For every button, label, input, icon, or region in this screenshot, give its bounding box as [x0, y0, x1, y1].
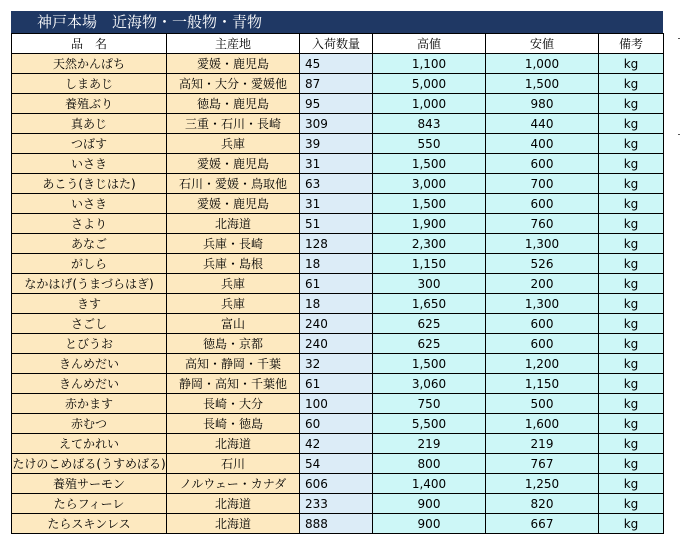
cell-quantity: 63 [300, 174, 373, 194]
cell-name: たらスキンレス [12, 514, 167, 534]
cell-origin: 愛媛・鹿児島 [167, 194, 300, 214]
cell-note: kg [599, 494, 664, 514]
table-row [12, 414, 664, 434]
cell-origin: 兵庫 [167, 134, 300, 154]
cell-name: 赤かます [12, 394, 167, 414]
cell-low: 219 [486, 434, 599, 454]
cell-name: あなご [12, 234, 167, 254]
cell-origin: 北海道 [167, 214, 300, 234]
cell-high: 800 [373, 454, 486, 474]
table-row [12, 134, 664, 154]
table-row [12, 434, 664, 454]
table-row [12, 114, 664, 134]
cell-high: 5,500 [373, 414, 486, 434]
header-low: 安値 [486, 34, 599, 54]
cell-high: 1,400 [373, 474, 486, 494]
cell-name: つばす [12, 134, 167, 154]
cell-high: 1,500 [373, 194, 486, 214]
cell-note: kg [599, 474, 664, 494]
cell-name: 養殖サーモン [12, 474, 167, 494]
cell-high: 1,000 [373, 94, 486, 114]
cell-quantity: 54 [300, 454, 373, 474]
table-row [12, 214, 664, 234]
cell-high: 625 [373, 334, 486, 354]
cell-low: 1,200 [486, 354, 599, 374]
cell-name: いさき [12, 154, 167, 174]
cell-low: 1,500 [486, 74, 599, 94]
cell-high: 1,150 [373, 254, 486, 274]
cell-name: えてかれい [12, 434, 167, 454]
table-row [12, 394, 664, 414]
cell-origin: 愛媛・鹿児島 [167, 54, 300, 74]
cell-high: 300 [373, 274, 486, 294]
cell-name: さごし [12, 314, 167, 334]
cell-note: kg [599, 134, 664, 154]
cell-note: kg [599, 94, 664, 114]
cell-high: 1,500 [373, 354, 486, 374]
cell-quantity: 240 [300, 314, 373, 334]
cell-quantity: 100 [300, 394, 373, 414]
cell-note: kg [599, 314, 664, 334]
cell-high: 625 [373, 314, 486, 334]
cell-note: kg [599, 254, 664, 274]
cell-quantity: 309 [300, 114, 373, 134]
cell-low: 1,000 [486, 54, 599, 74]
cell-origin: 徳島・京都 [167, 334, 300, 354]
cell-note: kg [599, 234, 664, 254]
cell-quantity: 61 [300, 374, 373, 394]
cell-name: 真あじ [12, 114, 167, 134]
cell-low: 1,250 [486, 474, 599, 494]
cell-low: 1,300 [486, 294, 599, 314]
table-row [12, 514, 664, 534]
cell-note: kg [599, 174, 664, 194]
cell-name: がしら [12, 254, 167, 274]
cell-origin: 石川・愛媛・鳥取他 [167, 174, 300, 194]
cell-origin: 愛媛・鹿児島 [167, 154, 300, 174]
cell-origin: 三重・石川・長崎 [167, 114, 300, 134]
cell-note: kg [599, 374, 664, 394]
cell-low: 440 [486, 114, 599, 134]
cell-low: 1,300 [486, 234, 599, 254]
cell-origin: 石川 [167, 454, 300, 474]
table-row [12, 74, 664, 94]
table-row [12, 274, 664, 294]
cell-note: kg [599, 114, 664, 134]
cell-origin: 静岡・高知・千葉他 [167, 374, 300, 394]
cell-high: 1,100 [373, 54, 486, 74]
cell-note: kg [599, 194, 664, 214]
cell-low: 767 [486, 454, 599, 474]
cell-low: 400 [486, 134, 599, 154]
cell-name: 赤むつ [12, 414, 167, 434]
cell-high: 550 [373, 134, 486, 154]
header-origin: 主産地 [167, 34, 300, 54]
cell-name: きんめだい [12, 354, 167, 374]
header-name: 品 名 [12, 34, 167, 54]
cell-note: kg [599, 354, 664, 374]
table-row [12, 354, 664, 374]
cell-quantity: 31 [300, 154, 373, 174]
cell-quantity: 87 [300, 74, 373, 94]
cell-high: 843 [373, 114, 486, 134]
cell-quantity: 51 [300, 214, 373, 234]
cell-quantity: 31 [300, 194, 373, 214]
cell-low: 667 [486, 514, 599, 534]
table-row [12, 374, 664, 394]
cell-high: 219 [373, 434, 486, 454]
cell-name: きす [12, 294, 167, 314]
cell-origin: 兵庫 [167, 274, 300, 294]
cell-name: 天然かんぱち [12, 54, 167, 74]
cell-name: しまあじ [12, 74, 167, 94]
table-row [12, 174, 664, 194]
cell-origin: ノルウェー・カナダ [167, 474, 300, 494]
table-title: 神戸本場 近海物・一般物・青物 [11, 11, 663, 33]
cell-note: kg [599, 514, 664, 534]
cell-low: 600 [486, 314, 599, 334]
cell-quantity: 61 [300, 274, 373, 294]
cell-high: 3,000 [373, 174, 486, 194]
cell-origin: 兵庫 [167, 294, 300, 314]
cell-low: 1,150 [486, 374, 599, 394]
cell-note: kg [599, 54, 664, 74]
cell-name: あこう(きじはた) [12, 174, 167, 194]
header-quantity: 入荷数量 [300, 34, 373, 54]
cell-name: たらフィーレ [12, 494, 167, 514]
header-high: 高値 [373, 34, 486, 54]
edge-tick [678, 38, 680, 39]
cell-origin: 北海道 [167, 514, 300, 534]
header-note: 備考 [599, 34, 664, 54]
cell-name: たけのこめばる(うすめばる) [12, 454, 167, 474]
cell-quantity: 39 [300, 134, 373, 154]
cell-low: 700 [486, 174, 599, 194]
cell-origin: 北海道 [167, 494, 300, 514]
cell-high: 750 [373, 394, 486, 414]
price-table [11, 33, 664, 534]
cell-origin: 高知・大分・愛媛他 [167, 74, 300, 94]
cell-note: kg [599, 434, 664, 454]
cell-low: 600 [486, 194, 599, 214]
cell-origin: 兵庫・島根 [167, 254, 300, 274]
table-row [12, 334, 664, 354]
header-row [12, 34, 664, 54]
table-row [12, 234, 664, 254]
cell-origin: 富山 [167, 314, 300, 334]
cell-low: 760 [486, 214, 599, 234]
cell-origin: 徳島・鹿児島 [167, 94, 300, 114]
cell-high: 900 [373, 514, 486, 534]
cell-origin: 兵庫・長崎 [167, 234, 300, 254]
cell-note: kg [599, 214, 664, 234]
cell-low: 500 [486, 394, 599, 414]
cell-low: 980 [486, 94, 599, 114]
table-row [12, 294, 664, 314]
table-row [12, 194, 664, 214]
table-row [12, 474, 664, 494]
cell-name: 養殖ぶり [12, 94, 167, 114]
table-row [12, 154, 664, 174]
cell-high: 1,500 [373, 154, 486, 174]
cell-low: 200 [486, 274, 599, 294]
cell-name: とびうお [12, 334, 167, 354]
cell-note: kg [599, 294, 664, 314]
cell-quantity: 42 [300, 434, 373, 454]
cell-low: 1,600 [486, 414, 599, 434]
table-row [12, 254, 664, 274]
cell-note: kg [599, 74, 664, 94]
cell-low: 600 [486, 154, 599, 174]
cell-origin: 長崎・徳島 [167, 414, 300, 434]
cell-note: kg [599, 394, 664, 414]
cell-origin: 高知・静岡・千葉 [167, 354, 300, 374]
table-row [12, 494, 664, 514]
cell-quantity: 233 [300, 494, 373, 514]
table-row [12, 454, 664, 474]
cell-quantity: 32 [300, 354, 373, 374]
cell-low: 820 [486, 494, 599, 514]
cell-quantity: 18 [300, 254, 373, 274]
table-row [12, 54, 664, 74]
cell-high: 1,900 [373, 214, 486, 234]
cell-quantity: 45 [300, 54, 373, 74]
cell-high: 5,000 [373, 74, 486, 94]
table-row [12, 94, 664, 114]
cell-high: 1,650 [373, 294, 486, 314]
cell-quantity: 95 [300, 94, 373, 114]
cell-origin: 長崎・大分 [167, 394, 300, 414]
cell-high: 900 [373, 494, 486, 514]
cell-quantity: 60 [300, 414, 373, 434]
cell-quantity: 606 [300, 474, 373, 494]
cell-name: いさき [12, 194, 167, 214]
table-row [12, 314, 664, 334]
cell-low: 600 [486, 334, 599, 354]
cell-name: きんめだい [12, 374, 167, 394]
cell-note: kg [599, 454, 664, 474]
cell-note: kg [599, 274, 664, 294]
cell-low: 526 [486, 254, 599, 274]
cell-note: kg [599, 154, 664, 174]
cell-quantity: 888 [300, 514, 373, 534]
cell-high: 2,300 [373, 234, 486, 254]
cell-name: さより [12, 214, 167, 234]
cell-name: なかはげ(うまづらはぎ) [12, 274, 167, 294]
cell-note: kg [599, 414, 664, 434]
cell-origin: 北海道 [167, 434, 300, 454]
cell-high: 3,060 [373, 374, 486, 394]
cell-quantity: 128 [300, 234, 373, 254]
cell-quantity: 240 [300, 334, 373, 354]
cell-quantity: 18 [300, 294, 373, 314]
edge-tick [678, 134, 680, 135]
cell-note: kg [599, 334, 664, 354]
